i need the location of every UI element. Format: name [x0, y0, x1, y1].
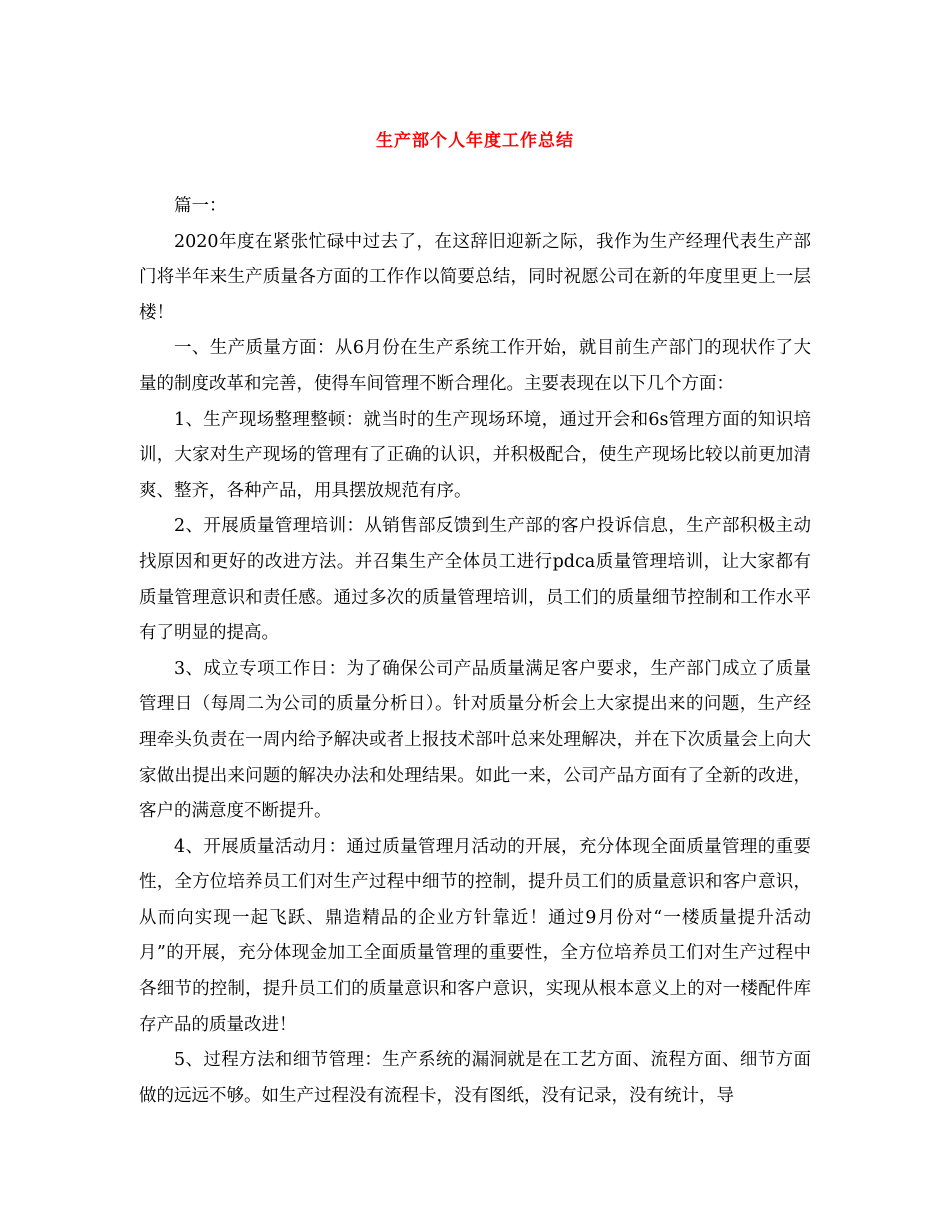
paragraph-item-4: 4、开展质量活动月：通过质量管理月活动的开展，充分体现全面质量管理的重要性，全方位培养员工们对生产过程中细节的控制，提升员工们的质量意识和客户意识，从而向实现一起飞跃、鼎造精品的企业方针靠近！通过9月份对“一楼质量提升活动月”的开展，充分体现金加工全面质量管理的重要性，全方位培养员工们对生产过程中各细节的控制，提升员工们的质量意识和客户意识，实现从根本意义上的对一楼配件库存产品的质量改进！	[139, 836, 811, 1035]
paragraph-heading: 篇一：	[174, 196, 227, 216]
paragraph-intro: 2020年度在紧张忙碌中过去了，在这辞旧迎新之际，我作为生产经理代表生产部门将半年来生产质量各方面的工作作以简要总结，同时祝愿公司在新的年度里更上一层楼！	[139, 231, 811, 323]
paragraph-item-2: 2、开展质量管理培训：从销售部反馈到生产部的客户投诉信息，生产部积极主动找原因和更好的改进方法。并召集生产全体员工进行pdca质量管理培训，让大家都有质量管理意识和责任感。通过多次的质量管理培训，员工们的质量细节控制和工作水平有了明显的提高。	[139, 516, 811, 644]
paragraph-item-3: 3、成立专项工作日：为了确保公司产品质量满足客户要求，生产部门成立了质量管理日（每周二为公司的质量分析日）。针对质量分析会上大家提出来的问题，生产经理牵头负责在一周内给予解决或者上报技术部叶总来处理解决，并在下次质量会上向大家做出提出来问题的解决办法和处理结果。如此一来，公司产品方面有了全新的改进，客户的满意度不断提升。	[139, 658, 811, 822]
paragraph-item-1: 1、生产现场整理整顿：就当时的生产现场环境，通过开会和6s管理方面的知识培训，大家对生产现场的管理有了正确的认识，并积极配合，使生产现场比较以前更加清爽、整齐，各种产品，用具摆放规范有序。	[139, 409, 811, 501]
paragraph-section-one: 一、生产质量方面：从6月份在生产系统工作开始，就目前生产部门的现状作了大量的制度改革和完善，使得车间管理不断合理化。主要表现在以下几个方面：	[139, 338, 811, 394]
paragraph-item-5: 5、过程方法和细节管理：生产系统的漏洞就是在工艺方面、流程方面、细节方面做的远远不够。如生产过程没有流程卡，没有图纸，没有记录，没有统计，导	[139, 1050, 811, 1106]
document-body	[139, 189, 811, 1114]
document-title: 生产部个人年度工作总结	[376, 131, 574, 151]
